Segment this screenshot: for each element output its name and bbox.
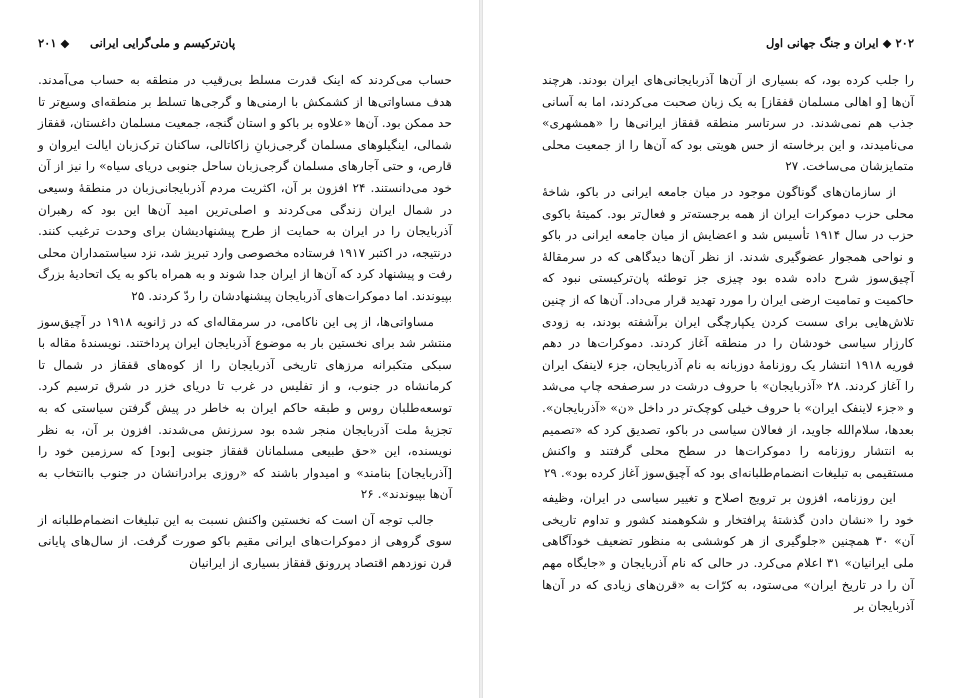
paragraph: حساب می‌کردند که اینک قدرت مسلط بی‌رقیب در منطقه به حساب می‌آمدند. هدف مساواتی‌ها از کشمکش با ارمنی‌ها و گرجی‌ها تسلط بر منطقه‌ای وسیع‌تر تا حد ممکن بود. آن‌ها «علاوه بر باکو و استان گنجه، جمعیت مسلمان داغستان، قفقاز شمالی، اینگیلوهای مسلمان گرجی‌زبانِ زاکاتالی، ساکنان ترک‌زبان ایالت ایروان و قارص، و حتی آجارهای مسلمان گرجی‌زبان ساحل جنوبی دریای سیاه» را نیز از آن خود می‌دانستند. ۲۴ افزون بر آن، اکثریت مردم آذربایجانی‌زبان در منطقهٔ وسیعی در شمال ایران زندگی می‌کردند و اصلی‌ترین امید آن‌ها این بود که رهبران آذربایجان را در ایران به حمایت از طرح پیشنهادیشان برای وحدت ترغیب کنند. درنتیجه، در اکتبر ۱۹۱۷ فرستاده مخصوصی وارد تبریز شد، نزد سیاستمداران محلی رفت و پیشنهاد کرد که آن‌ها از ایران جدا شوند و به همراه باکو به یک اتحادیهٔ بزرگ بپیوندند. اما دموکرات‌های آذربایجان پیشنهادشان را ردّ کردند. ۲۵	[38, 73, 452, 303]
paragraph: این روزنامه، افزون بر ترویج اصلاح و تغییر سیاسی در ایران، وظیفه خود را «نشان دادن گذشتهٔ پرافتخار و شکوهمند کشور و تداوم تاریخی آن» ۳۰ همچنین «جلوگیری از هر کوششی به منظور تضعیف خودآگاهی ملی ایرانیان» ۳۱ اعلام می‌کرد. در حالی که نام آذربایجان و «جایگاه مهم آن را در تاریخ ایران» می‌ستود، به کرّات به «قرن‌های زیادی که در آن‌ها آذربایجان بر	[542, 491, 915, 614]
right-header-title: ایران و جنگ جهانی اول	[765, 36, 879, 50]
left-page-number: ۲۰۱ ◆	[38, 36, 70, 50]
right-page-number: ۲۰۲ ◆	[882, 36, 914, 50]
paragraph: جالب توجه آن است که نخستین واکنش نسبت به این تبلیغات انضمام‌طلبانه از سوی گروهی از دموکرات‌های ایرانی مقیم باکو صورت گرفت. از سال‌های پایانی قرن نوزدهم اقتصاد پررونق قفقاز بسیاری از ایرانیان	[38, 512, 452, 571]
left-page-body	[38, 70, 452, 579]
right-page-header	[542, 36, 914, 56]
paragraph: را جلب کرده بود، که بسیاری از آن‌ها آذربایجانی‌های ایران بودند. هرچند آن‌ها [و اهالی مسلمان قفقاز] به یک زبان صحبت می‌کردند، اما به آسانی جذب هم نمی‌شدند. در سرتاسر منطقه قفقاز ایرانی‌ها را «همشهری» می‌نامیدند، و این برخاسته از حس هویتی بود که آن‌ها را از جمعیت محلی متمایزشان می‌ساخت. ۲۷	[542, 73, 914, 174]
book-gutter	[479, 0, 483, 698]
left-page-header	[38, 36, 452, 56]
right-running-title	[766, 36, 914, 50]
right-page-body	[542, 70, 914, 622]
right-page	[542, 0, 914, 698]
paragraph: از سازمان‌های گوناگون موجود در میان جامعه ایرانی در باکو، شاخهٔ محلی حزب دموکرات ایران از همه برجسته‌تر و فعال‌تر بود. کمیتهٔ باکوی حزب در سال ۱۹۱۴ تأسیس شد و اعضایش از میان جامعه ایرانی در باکو و نواحی همجوار عضوگیری شدند. از نظر آن‌ها دیدگاهی که در سرمقالهٔ آچیق‌سوز شرح داده شده بود چیزی جز توطئه پان‌ترکیستی نبود که حاکمیت و تمامیت ارضی ایران را مورد تهدید قرار می‌داد. آن‌ها که از چنین تلاش‌هایی برای سست کردن یکپارچگی ایران برآشفته بودند، به زودی کارزار سیاسی خودشان را در منطقه آغاز کردند. دموکرات‌ها در دهم فوریه ۱۹۱۸ انتشار یک روزنامهٔ دوزبانه به نام آذربایجان، جزء لاینفک ایران را آغاز کردند. ۲۸ «آذربایجان» با حروف درشت در سرصفحه چاپ می‌شد و «جزء لاینفک ایران» با حروف خیلی کوچک‌تر در داخل «ن» «آذربایجان». بعدها، سلام‌الله جاوید، از فعالان سیاسی در باکو، تصدیق کرد که «تصمیم به انتشار روزنامه را دموکرات‌ها در سطح محلی گرفتند و واکنش مستقیمی به تبلیغات انضمام‌طلبانه‌ای بود که آچیق‌سوز آغاز کرده بود». ۲۹	[542, 184, 914, 480]
left-page	[38, 0, 452, 698]
left-running-title: پان‌ترکیسم و ملی‌گرایی ایرانی	[90, 36, 236, 50]
paragraph: مساواتی‌ها، از پی این ناکامی، در سرمقاله‌ای که در ژانویه ۱۹۱۸ در آچیق‌سوز منتشر شد برای نخستین بار به موضوع آذربایجان ایران پرداختند. نویسندهٔ مقاله با سبکی متکبرانه مرزهای تاریخی آذربایجان را از کوه‌های قفقاز در شمال تا کرمانشاه در جنوب، و از تفلیس در غرب تا دریای خزر در شرق ترسیم کرد. توسعه‌طلبان روس و طبقه حاکم ایران به خاطر در پیش گرفتن سیاستی که به تجزیهٔ ملت آذربایجان منجر شده بود سرزنش می‌شدند. افزون بر آن، به نظر نویسنده، این «حق طبیعی مسلمانان قفقاز جنوبی [بود] که سرزمین خود را [آذربایجان] بنامند» و امیدوار باشند که «روزی برادرانشان در جنوب با‌انتخاب به آن‌ها بپیوندند». ۲۶	[38, 314, 452, 502]
